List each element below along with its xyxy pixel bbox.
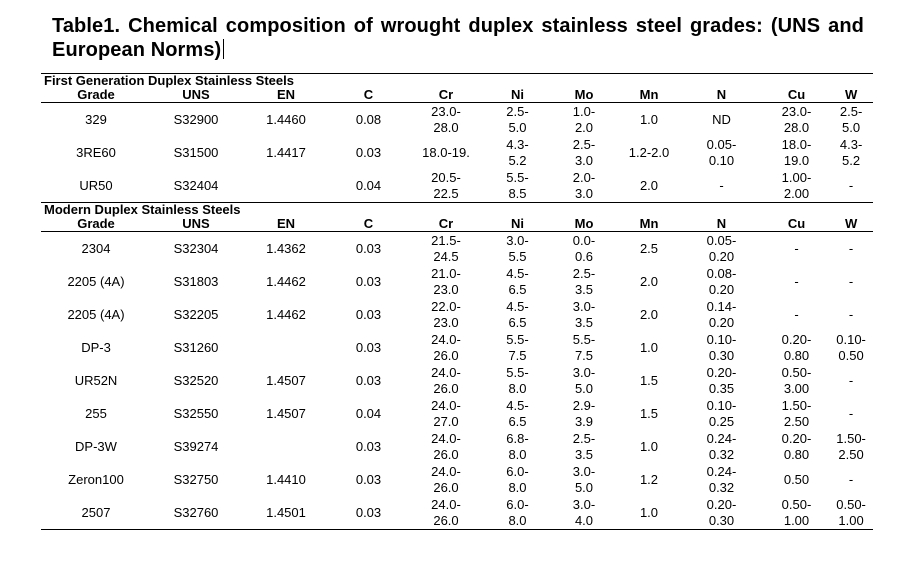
cell-w: 0.50- 1.00 xyxy=(829,496,873,530)
table-title-text: Table1. Chemical composition of wrought duplex stainless steel grades: (UNS and European Norms) xyxy=(52,15,864,61)
cell-uns: S32205 xyxy=(173,306,219,322)
cell-w: - xyxy=(848,306,854,322)
table-row xyxy=(41,265,873,298)
column-header-grade: Grade xyxy=(41,88,151,103)
cell-mo: 2.9- 3.9 xyxy=(572,398,596,429)
cell-cu: 0.20- 0.80 xyxy=(781,431,812,462)
cell-uns: S32900 xyxy=(173,111,219,127)
column-header-ni: Ni xyxy=(486,217,549,232)
table-title xyxy=(52,14,864,62)
cell-ni: 4.5- 6.5 xyxy=(506,266,529,297)
section-row xyxy=(41,74,873,89)
cell-cr: 21.5- 24.5 xyxy=(431,233,461,264)
cell-en: 1.4417 xyxy=(266,144,306,160)
cell-en: 1.4410 xyxy=(266,471,306,487)
cell-c: 0.08 xyxy=(355,111,382,127)
column-header-mn: Mn xyxy=(619,88,679,103)
cell-w: - xyxy=(848,405,854,421)
cell-n: - xyxy=(719,177,724,193)
cell-w: 2.5- 5.0 xyxy=(839,104,863,135)
cell-w: - xyxy=(848,471,854,487)
cell-mn: 1.0 xyxy=(639,111,659,127)
cell-cr: 23.0- 28.0 xyxy=(431,104,461,135)
cell-w: 4.3- 5.2 xyxy=(839,137,863,168)
cell-mn: 1.2 xyxy=(639,471,659,487)
cell-cr: 24.0- 27.0 xyxy=(431,398,461,429)
column-header-c: C xyxy=(331,88,406,103)
section-row xyxy=(41,203,873,218)
cell-mo: 3.0- 4.0 xyxy=(549,496,619,530)
cell-mn: 1.0 xyxy=(639,339,659,355)
cell-mo: 2.0- 3.0 xyxy=(572,170,596,201)
table-row xyxy=(41,364,873,397)
cell-mo: 2.5- 3.5 xyxy=(572,266,596,297)
cell-n: ND xyxy=(712,111,731,127)
table-row xyxy=(41,397,873,430)
cell-uns: S31803 xyxy=(173,273,219,289)
column-header-w: W xyxy=(829,217,873,232)
cell-ni: 4.5- 6.5 xyxy=(506,299,529,330)
column-header-n: N xyxy=(679,217,764,232)
cell-n: 0.10- 0.30 xyxy=(706,332,737,363)
cell-grade: 2205 (4A) xyxy=(67,273,125,289)
table-row xyxy=(41,331,873,364)
cell-c: 0.03 xyxy=(355,144,382,160)
cell-mn: 1.0 xyxy=(619,496,679,530)
cell-c: 0.03 xyxy=(355,240,382,256)
cell-grade: 2205 (4A) xyxy=(67,306,125,322)
cell-ni: 5.5- 8.0 xyxy=(506,365,529,396)
table-row xyxy=(41,136,873,169)
cell-cr: 24.0- 26.0 xyxy=(431,332,461,363)
cell-n: 0.10- 0.25 xyxy=(706,398,737,429)
cell-grade: 2507 xyxy=(41,496,151,530)
cell-n: 0.20- 0.35 xyxy=(706,365,737,396)
column-header-uns: UNS xyxy=(151,88,241,103)
cell-w: 1.50- 2.50 xyxy=(836,431,866,462)
cell-ni: 2.5- 5.0 xyxy=(506,104,529,135)
column-header-mo: Mo xyxy=(549,88,619,103)
cell-cr: 18.0-19. xyxy=(422,144,470,160)
cell-uns: S32520 xyxy=(173,372,219,388)
header-row xyxy=(41,88,873,103)
column-header-c: C xyxy=(331,217,406,232)
text-cursor xyxy=(223,39,224,59)
cell-mo: 3.0- 3.5 xyxy=(572,299,596,330)
cell-c: 0.04 xyxy=(355,177,382,193)
cell-mn: 2.5 xyxy=(639,240,659,256)
table-row xyxy=(41,463,873,496)
cell-uns: S32304 xyxy=(173,240,219,256)
cell-c: 0.03 xyxy=(355,471,382,487)
cell-cr: 20.5- 22.5 xyxy=(431,170,461,201)
column-header-ni: Ni xyxy=(486,88,549,103)
cell-cu: 18.0- 19.0 xyxy=(781,137,812,168)
cell-mo: 1.0- 2.0 xyxy=(572,104,596,135)
cell-mo: 2.5- 3.5 xyxy=(572,431,596,462)
cell-grade: 255 xyxy=(85,405,107,421)
cell-grade: UR52N xyxy=(74,372,118,388)
cell-w: 0.10- 0.50 xyxy=(836,332,866,363)
cell-mn: 1.5 xyxy=(639,405,659,421)
column-header-grade: Grade xyxy=(41,217,151,232)
cell-ni: 6.0- 8.0 xyxy=(486,496,549,530)
cell-mo: 2.5- 3.0 xyxy=(572,137,596,168)
cell-cu: - xyxy=(794,273,799,289)
cell-ni: 6.8- 8.0 xyxy=(506,431,529,462)
cell-c: 0.03 xyxy=(355,372,382,388)
cell-c: 0.03 xyxy=(355,273,382,289)
cell-cr: 24.0- 26.0 xyxy=(431,464,461,495)
cell-mn: 2.0 xyxy=(639,273,659,289)
cell-mo: 0.0- 0.6 xyxy=(572,233,596,264)
column-header-cu: Cu xyxy=(764,88,829,103)
cell-en: 1.4507 xyxy=(266,405,306,421)
cell-ni: 4.5- 6.5 xyxy=(506,398,529,429)
cell-en xyxy=(241,331,331,364)
cell-grade: 3RE60 xyxy=(76,144,116,160)
cell-uns: S32750 xyxy=(173,471,219,487)
cell-n: 0.20- 0.30 xyxy=(679,496,764,530)
cell-cr: 24.0- 26.0 xyxy=(431,365,461,396)
cell-mo: 3.0- 5.0 xyxy=(572,464,596,495)
table-row xyxy=(41,298,873,331)
section-title: Modern Duplex Stainless Steels xyxy=(41,203,873,218)
cell-cr: 21.0- 23.0 xyxy=(431,266,461,297)
column-header-w: W xyxy=(829,88,873,103)
column-header-cu: Cu xyxy=(764,217,829,232)
cell-ni: 5.5- 7.5 xyxy=(506,332,529,363)
cell-en xyxy=(241,430,331,463)
column-header-cr: Cr xyxy=(406,88,486,103)
composition-table xyxy=(41,73,873,530)
cell-cu: - xyxy=(794,306,799,322)
cell-w: - xyxy=(848,372,854,388)
cell-w: - xyxy=(848,177,854,193)
column-header-n: N xyxy=(679,88,764,103)
table-body xyxy=(41,74,873,530)
cell-en: 1.4501 xyxy=(241,496,331,530)
table-row xyxy=(41,430,873,463)
cell-cu: 1.00- 2.00 xyxy=(781,170,812,201)
cell-ni: 4.3- 5.2 xyxy=(506,137,529,168)
cell-uns: S32550 xyxy=(173,405,219,421)
cell-cu: 0.20- 0.80 xyxy=(781,332,812,363)
cell-cu: 0.50 xyxy=(783,471,810,487)
cell-mo: 3.0- 5.0 xyxy=(572,365,596,396)
cell-mn: 1.5 xyxy=(639,372,659,388)
cell-cu: 0.50- 1.00 xyxy=(764,496,829,530)
cell-uns: S31260 xyxy=(173,339,219,355)
column-header-en: EN xyxy=(241,88,331,103)
cell-grade: Zeron100 xyxy=(68,471,124,487)
cell-ni: 5.5- 8.5 xyxy=(506,170,529,201)
cell-w: - xyxy=(848,240,854,256)
cell-en: 1.4462 xyxy=(266,306,306,322)
cell-cu: - xyxy=(794,240,799,256)
cell-grade: UR50 xyxy=(79,177,113,193)
section-title: First Generation Duplex Stainless Steels xyxy=(41,74,873,89)
cell-c: 0.04 xyxy=(355,405,382,421)
header-row xyxy=(41,217,873,232)
cell-n: 0.14- 0.20 xyxy=(706,299,737,330)
cell-n: 0.08- 0.20 xyxy=(706,266,737,297)
cell-grade: DP-3 xyxy=(81,339,111,355)
cell-grade: 329 xyxy=(85,111,107,127)
table-row xyxy=(41,169,873,203)
cell-en: 1.4460 xyxy=(266,111,306,127)
column-header-uns: UNS xyxy=(151,217,241,232)
cell-mo: 5.5- 7.5 xyxy=(572,332,596,363)
cell-en: 1.4462 xyxy=(266,273,306,289)
cell-uns: S39274 xyxy=(173,438,219,454)
cell-n: 0.05- 0.20 xyxy=(706,233,737,264)
cell-cr: 24.0- 26.0 xyxy=(406,496,486,530)
cell-mn: 2.0 xyxy=(639,306,659,322)
cell-n: 0.05- 0.10 xyxy=(706,137,737,168)
column-header-mn: Mn xyxy=(619,217,679,232)
column-header-en: EN xyxy=(241,217,331,232)
cell-grade: DP-3W xyxy=(75,438,117,454)
cell-cu: 23.0- 28.0 xyxy=(781,104,812,135)
cell-c: 0.03 xyxy=(355,438,382,454)
column-header-cr: Cr xyxy=(406,217,486,232)
cell-cr: 24.0- 26.0 xyxy=(431,431,461,462)
cell-en xyxy=(241,169,331,203)
column-header-mo: Mo xyxy=(549,217,619,232)
cell-cu: 0.50- 3.00 xyxy=(781,365,812,396)
cell-mn: 2.0 xyxy=(639,177,659,193)
cell-cr: 22.0- 23.0 xyxy=(431,299,461,330)
cell-uns: S32760 xyxy=(151,496,241,530)
cell-w: - xyxy=(848,273,854,289)
cell-mn: 1.2-2.0 xyxy=(628,144,670,160)
cell-mn: 1.0 xyxy=(639,438,659,454)
cell-n: 0.24- 0.32 xyxy=(706,464,737,495)
cell-ni: 3.0- 5.5 xyxy=(506,233,529,264)
cell-ni: 6.0- 8.0 xyxy=(506,464,529,495)
cell-cu: 1.50- 2.50 xyxy=(781,398,812,429)
cell-c: 0.03 xyxy=(355,306,382,322)
table-row xyxy=(41,232,873,266)
cell-c: 0.03 xyxy=(355,339,382,355)
cell-grade: 2304 xyxy=(81,240,111,256)
cell-c: 0.03 xyxy=(331,496,406,530)
table-row xyxy=(41,103,873,137)
cell-en: 1.4362 xyxy=(266,240,306,256)
cell-uns: S31500 xyxy=(173,144,219,160)
cell-en: 1.4507 xyxy=(266,372,306,388)
cell-uns: S32404 xyxy=(173,177,219,193)
cell-n: 0.24- 0.32 xyxy=(706,431,737,462)
table-row xyxy=(41,496,873,530)
